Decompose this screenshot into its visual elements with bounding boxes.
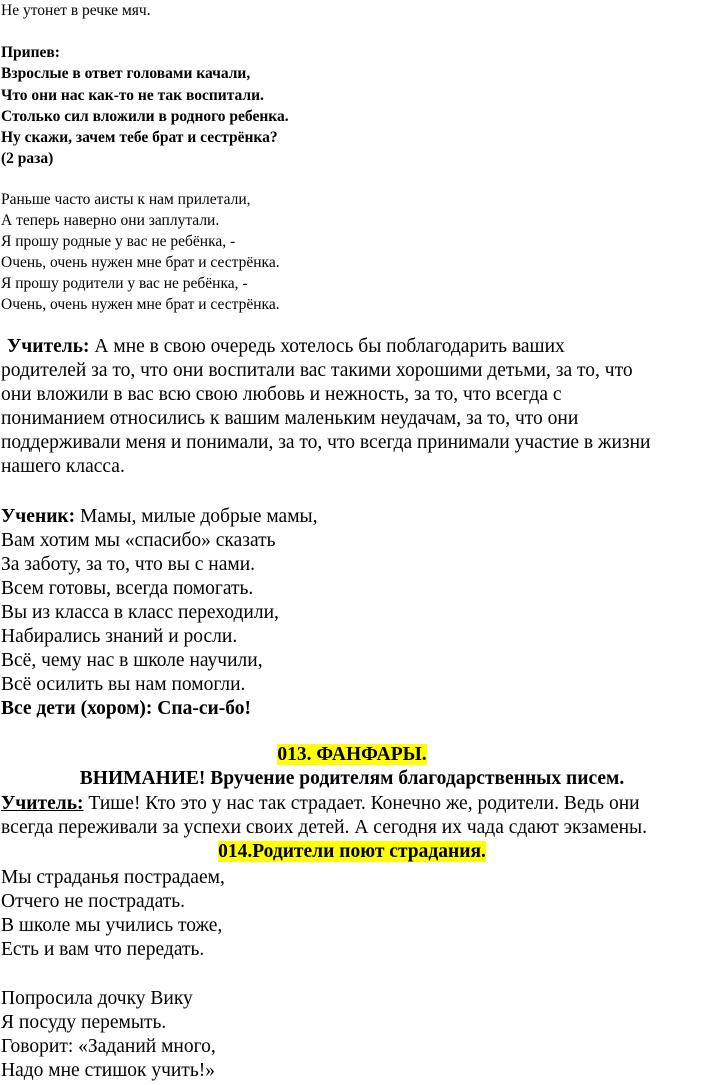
announcement-heading: ВНИМАНИЕ! Вручение родителям благодарственных писем. xyxy=(79,768,625,789)
student-poem-line: Всё осилить вы нам помогли. xyxy=(1,674,246,695)
verse-line: Не утонет в речке мяч. xyxy=(1,2,151,19)
teacher-speech-line xyxy=(7,335,565,359)
song-line: Мы страданья пострадаем, xyxy=(1,867,225,888)
speech-text: Мамы, милые добрые мамы, xyxy=(75,506,318,527)
song-line: Надо мне стишок учить!» xyxy=(1,1060,215,1081)
chorus-line: Что они нас как-то не так воспитали. xyxy=(1,87,264,104)
section-heading xyxy=(0,743,704,767)
teacher-speech-line xyxy=(1,792,640,816)
speaker-label: Ученик: xyxy=(1,506,76,527)
song-line: Я посуду перемыть. xyxy=(1,1012,167,1033)
student-poem-line: Вам хотим мы «спасибо» сказать xyxy=(1,530,276,551)
song-line: Попросила дочку Вику xyxy=(1,988,193,1009)
chorus-repeat-note: (2 раза) xyxy=(1,150,54,167)
chorus-line: Взрослые в ответ головами качали, xyxy=(1,65,251,82)
chorus-line: Столько сил вложили в родного ребенка. xyxy=(1,108,289,125)
teacher-speech-line: они вложили в вас всю свою любовь и нежность, за то, что всегда с xyxy=(1,384,562,405)
student-poem-line: За заботу, за то, что вы с нами. xyxy=(1,554,256,575)
student-poem-line: Всем готовы, всегда помогать. xyxy=(1,578,254,599)
song-line: Есть и вам что передать. xyxy=(1,939,205,960)
teacher-speech-line: нашего класса. xyxy=(1,456,125,477)
verse-line: А теперь наверно они заплутали. xyxy=(1,212,220,229)
verse-line: Раньше часто аисты к нам прилетали, xyxy=(1,191,251,208)
speech-text: Тише! Кто это у нас так страдает. Конечно же, родители. Ведь они xyxy=(83,793,640,814)
highlighted-text: 013. ФАНФАРЫ. xyxy=(277,744,427,765)
verse-line: Я прошу родные у вас не ребёнка, - xyxy=(1,233,236,250)
song-line: Отчего не пострадать. xyxy=(1,891,186,912)
verse-line: Очень, очень нужен мне брат и сестрёнка. xyxy=(1,296,280,313)
speaker-label: Учитель: xyxy=(7,336,90,357)
student-poem-line: Всё, чему нас в школе научили, xyxy=(1,650,263,671)
student-poem-line: Вы из класса в класс переходили, xyxy=(1,602,279,623)
section-heading xyxy=(0,840,704,864)
speaker-label: Учитель: xyxy=(1,793,84,814)
chorus-line: Ну скажи, зачем тебе брат и сестрёнка? xyxy=(1,129,278,146)
teacher-speech-line: всегда переживали за успехи своих детей. А сегодня их чада сдают экзамены. xyxy=(1,817,648,838)
teacher-speech-line: пониманием относились к вашим маленьким неудачам, за то, что они xyxy=(1,408,579,429)
all-children-chorus: Все дети (хором): Спа-си-бо! xyxy=(1,698,251,719)
teacher-speech-line: поддерживали меня и понимали, за то, что всегда принимали участие в жизни xyxy=(1,432,651,453)
verse-line: Очень, очень нужен мне брат и сестрёнка. xyxy=(1,254,280,271)
highlighted-text: 014.Родители поют страдания. xyxy=(218,841,486,862)
student-poem-line: Набирались знаний и росли. xyxy=(1,626,238,647)
student-poem-line xyxy=(1,505,318,529)
speech-text: А мне в свою очередь хотелось бы поблагодарить ваших xyxy=(89,336,565,357)
song-line: Говорит: «Заданий много, xyxy=(1,1036,216,1057)
verse-line: Я прошу родители у вас не ребёнка, - xyxy=(1,275,248,292)
teacher-speech-line: родителей за то, что они воспитали вас такими хорошими детьми, за то, что xyxy=(1,360,633,381)
chorus-heading: Припев: xyxy=(1,44,60,61)
song-line: В школе мы учились тоже, xyxy=(1,915,223,936)
